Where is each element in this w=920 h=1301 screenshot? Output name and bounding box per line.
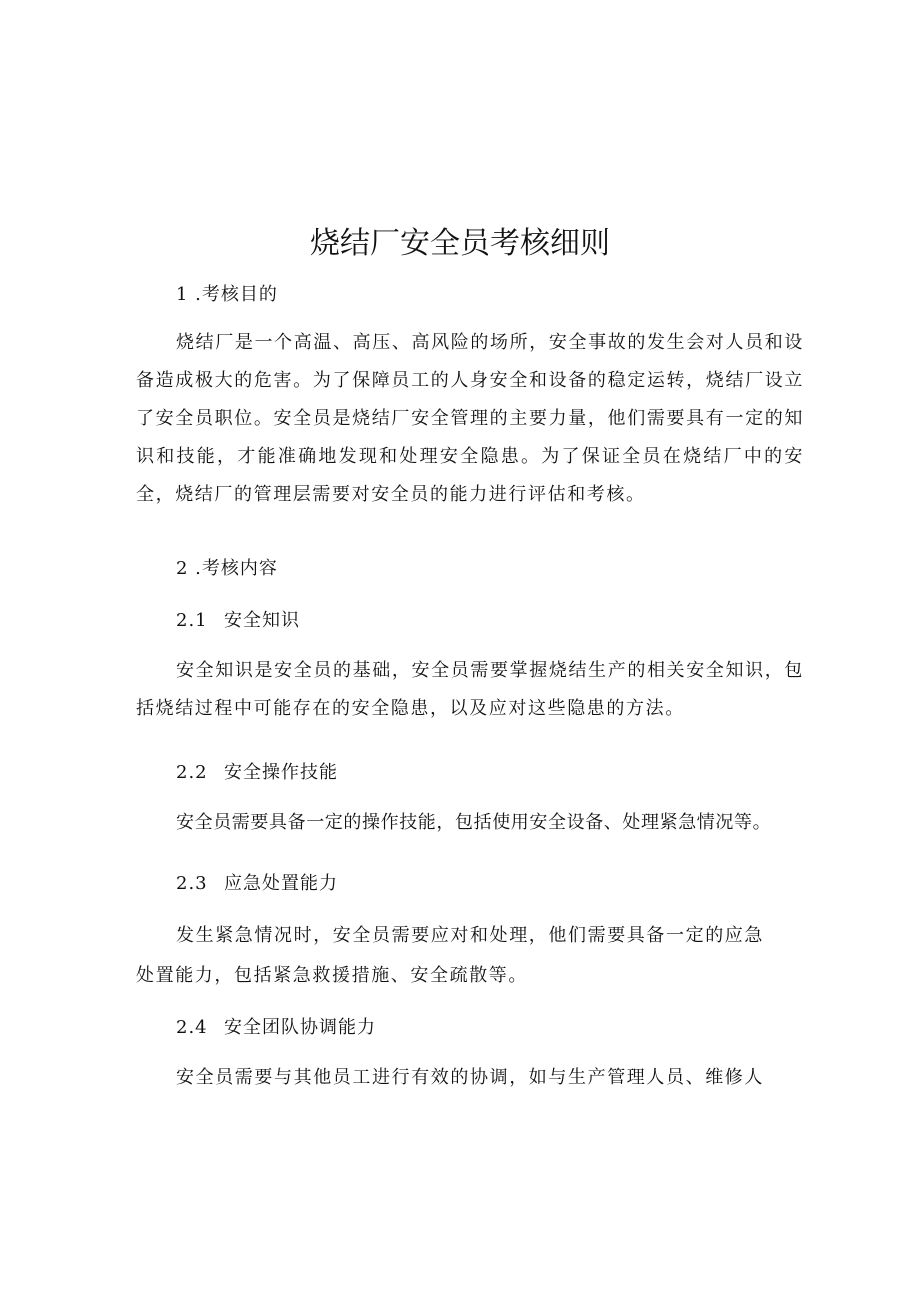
subsection-2-1-heading xyxy=(176,608,300,634)
document-title: 烧结厂安全员考核细则 xyxy=(310,226,610,261)
subsection-2-3-paragraph-line-1: 发生紧急情况时，安全员需要应对和处理，他们需要具备一定的应急 xyxy=(176,925,764,946)
subsection-number: 2.4 xyxy=(176,1017,208,1038)
subsection-2-4-heading xyxy=(176,1015,376,1041)
subsection-title: 安全操作技能 xyxy=(224,762,338,783)
subsection-2-4-paragraph: 安全员需要与其他员工进行有效的协调，如与生产管理人员、维修人 xyxy=(176,1067,764,1088)
subsection-2-2-paragraph: 安全员需要具备一定的操作技能，包括使用安全设备、处理紧急情况等。 xyxy=(176,812,772,833)
subsection-2-3-paragraph-line-2: 处置能力，包括紧急救援措施、安全疏散等。 xyxy=(136,965,528,986)
subsection-2-3-heading xyxy=(176,871,338,897)
section-1-paragraph: 烧结厂是一个高温、高压、高风险的场所，安全事故的发生会对人员和设备造成极大的危害。为了保障员工的人身安全和设备的稳定运转，烧结厂设立了安全员职位。安全员是烧结厂安全管理的主要力量，他们需要具有一定的知识和技能，才能准确地发现和处理安全隐患。为了保证全员在烧结厂中的安全，烧结厂的管理层需要对安全员的能力进行评估和考核。 xyxy=(136,332,804,505)
subsection-2-2-heading xyxy=(176,760,338,786)
subsection-title: 应急处置能力 xyxy=(224,873,338,894)
subsection-number: 2.3 xyxy=(176,873,208,894)
section-1-heading: 1 .考核目的 xyxy=(176,284,278,305)
section-2-heading: 2 .考核内容 xyxy=(176,558,278,579)
subsection-title: 安全知识 xyxy=(224,610,300,631)
subsection-2-1-paragraph: 安全知识是安全员的基础，安全员需要掌握烧结生产的相关安全知识，包括烧结过程中可能存在的安全隐患，以及应对这些隐患的方法。 xyxy=(136,660,804,719)
subsection-number: 2.1 xyxy=(176,610,208,631)
subsection-number: 2.2 xyxy=(176,762,208,783)
subsection-title: 安全团队协调能力 xyxy=(224,1017,376,1038)
